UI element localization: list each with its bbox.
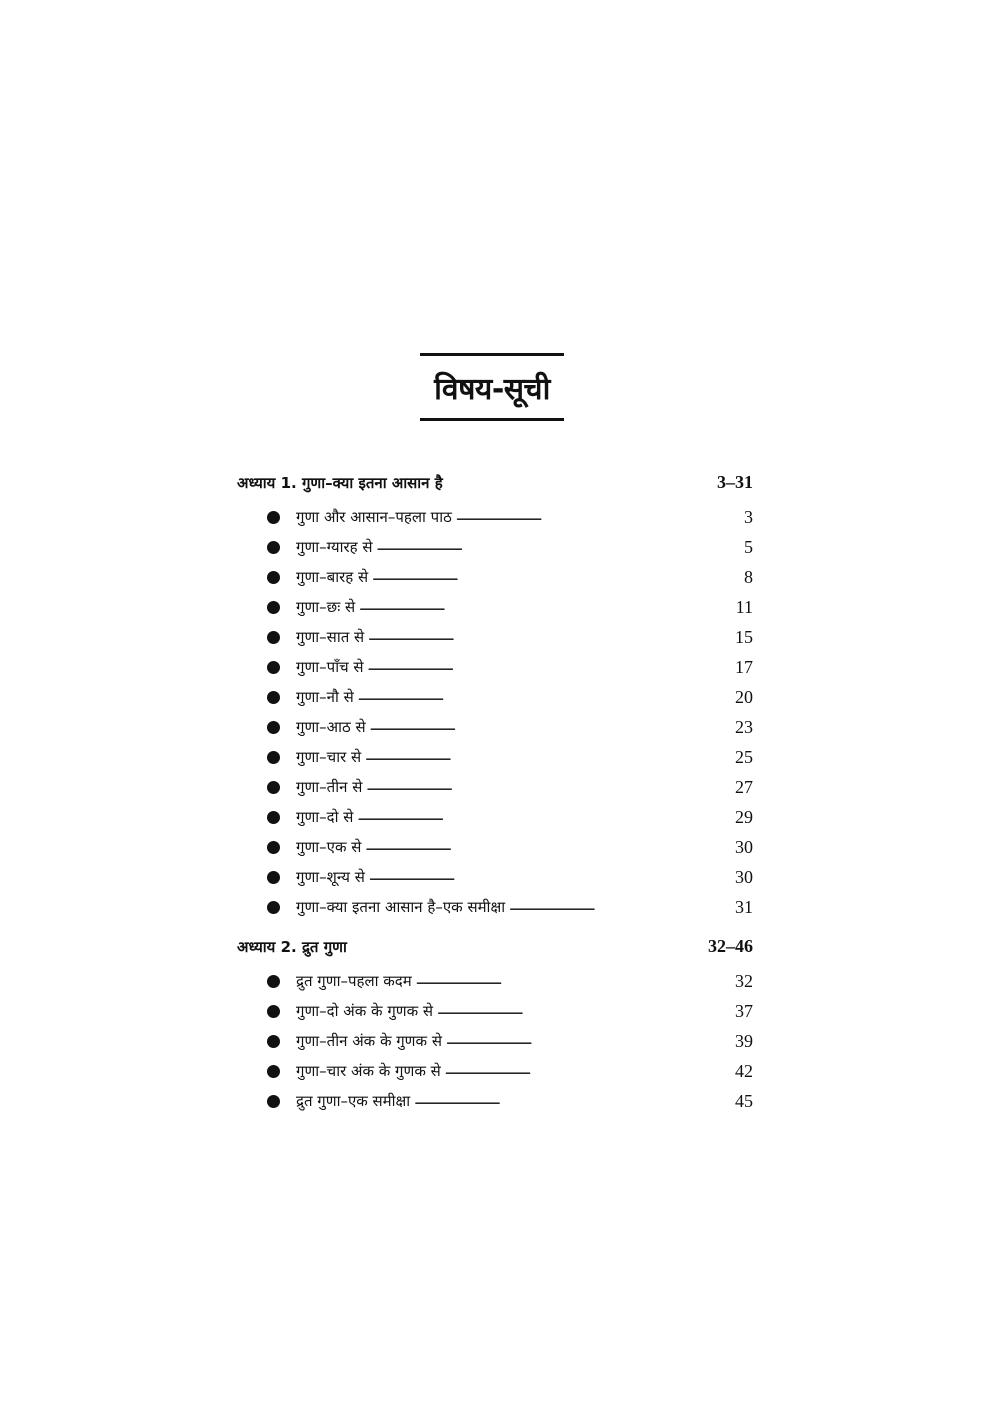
bullet-icon bbox=[267, 901, 280, 914]
dot-leader bbox=[368, 628, 727, 646]
table-of-contents bbox=[237, 472, 753, 1116]
chapter-heading-row bbox=[237, 472, 753, 502]
entry-label: गुणा–एक से bbox=[296, 838, 362, 856]
entry-label: गुणा–आठ से bbox=[296, 718, 366, 736]
bullet-icon bbox=[267, 1005, 280, 1018]
bullet-icon bbox=[267, 1095, 280, 1108]
dot-leader bbox=[456, 508, 727, 526]
entry-page-number: 45 bbox=[735, 1090, 753, 1111]
chapter-title: अध्याय 2. द्रुत गुणा bbox=[237, 938, 347, 956]
entry-label: गुणा–सात से bbox=[296, 628, 365, 646]
entry-page-number: 23 bbox=[735, 716, 753, 737]
entry-page-number: 8 bbox=[744, 566, 753, 587]
toc-entry[interactable] bbox=[237, 832, 753, 862]
entry-label: गुणा–नौ से bbox=[296, 688, 354, 706]
entry-page-number: 39 bbox=[735, 1030, 753, 1051]
bullet-icon bbox=[267, 601, 280, 614]
toc-entry[interactable] bbox=[237, 996, 753, 1026]
bullet-icon bbox=[267, 631, 280, 644]
dot-leader bbox=[437, 1002, 727, 1020]
bullet-icon bbox=[267, 781, 280, 794]
toc-entry[interactable] bbox=[237, 652, 753, 682]
toc-entry[interactable] bbox=[237, 682, 753, 712]
chapter-entries bbox=[237, 502, 753, 922]
toc-entry[interactable] bbox=[237, 1056, 753, 1086]
dot-leader bbox=[414, 1092, 727, 1110]
entry-page-number: 3 bbox=[744, 506, 753, 527]
bullet-icon bbox=[267, 975, 280, 988]
entry-label: गुणा–तीन अंक के गुणक से bbox=[296, 1032, 442, 1050]
toc-entry[interactable] bbox=[237, 532, 753, 562]
chapter-page-range: 3–31 bbox=[717, 472, 753, 492]
bullet-icon bbox=[267, 541, 280, 554]
entry-label: गुणा–दो अंक के गुणक से bbox=[296, 1002, 434, 1020]
entry-page-number: 5 bbox=[744, 536, 753, 557]
dot-leader bbox=[446, 1032, 727, 1050]
toc-entry[interactable] bbox=[237, 966, 753, 996]
entry-page-number: 31 bbox=[735, 896, 753, 917]
chapter-page-range: 32–46 bbox=[708, 936, 753, 956]
toc-entry[interactable] bbox=[237, 562, 753, 592]
entry-page-number: 15 bbox=[735, 626, 753, 647]
toc-entry[interactable] bbox=[237, 502, 753, 532]
bullet-icon bbox=[267, 691, 280, 704]
entry-page-number: 17 bbox=[735, 656, 753, 677]
entry-label: गुणा–पाँच से bbox=[296, 658, 364, 676]
chapter-heading-row bbox=[237, 936, 753, 966]
bullet-icon bbox=[267, 751, 280, 764]
toc-entry[interactable] bbox=[237, 1086, 753, 1116]
page-title: विषय-सूची bbox=[434, 371, 550, 407]
bullet-icon bbox=[267, 721, 280, 734]
bullet-icon bbox=[267, 871, 280, 884]
entry-page-number: 30 bbox=[735, 866, 753, 887]
dot-leader bbox=[376, 538, 727, 556]
dot-leader bbox=[368, 658, 727, 676]
entry-label: गुणा–बारह से bbox=[296, 568, 369, 586]
dot-leader bbox=[416, 972, 727, 990]
dot-leader bbox=[370, 718, 727, 736]
dot-leader bbox=[357, 808, 727, 826]
entry-label: गुणा–दो से bbox=[296, 808, 354, 826]
entry-page-number: 42 bbox=[735, 1060, 753, 1081]
entry-label: गुणा–छः से bbox=[296, 598, 356, 616]
bullet-icon bbox=[267, 1035, 280, 1048]
dot-leader bbox=[358, 688, 727, 706]
entry-page-number: 25 bbox=[735, 746, 753, 767]
toc-entry[interactable] bbox=[237, 712, 753, 742]
entry-label: द्रुत गुणा–एक समीक्षा bbox=[296, 1092, 411, 1110]
entry-label: गुणा–ग्यारह से bbox=[296, 538, 373, 556]
entry-page-number: 27 bbox=[735, 776, 753, 797]
toc-entry[interactable] bbox=[237, 862, 753, 892]
toc-entry[interactable] bbox=[237, 892, 753, 922]
entry-label: गुणा–तीन से bbox=[296, 778, 363, 796]
entry-label: गुणा–शून्य से bbox=[296, 868, 365, 886]
dot-leader bbox=[365, 838, 727, 856]
entry-page-number: 20 bbox=[735, 686, 753, 707]
toc-entry[interactable] bbox=[237, 592, 753, 622]
entry-page-number: 11 bbox=[735, 596, 753, 617]
entry-page-number: 30 bbox=[735, 836, 753, 857]
bullet-icon bbox=[267, 511, 280, 524]
toc-entry[interactable] bbox=[237, 622, 753, 652]
entry-label: गुणा और आसान–पहला पाठ bbox=[296, 508, 452, 526]
bullet-icon bbox=[267, 811, 280, 824]
chapter-1 bbox=[237, 472, 753, 922]
title-box bbox=[420, 353, 564, 421]
dot-leader bbox=[372, 568, 727, 586]
dot-leader bbox=[509, 898, 727, 916]
entry-label: गुणा–चार से bbox=[296, 748, 362, 766]
bullet-icon bbox=[267, 661, 280, 674]
entry-page-number: 29 bbox=[735, 806, 753, 827]
toc-entry[interactable] bbox=[237, 772, 753, 802]
dot-leader bbox=[365, 748, 727, 766]
entry-label: द्रुत गुणा–पहला कदम bbox=[296, 972, 412, 990]
entry-label: गुणा–क्या इतना आसान है–एक समीक्षा bbox=[296, 898, 506, 916]
dot-leader bbox=[369, 868, 727, 886]
entry-page-number: 32 bbox=[735, 970, 753, 991]
toc-entry[interactable] bbox=[237, 742, 753, 772]
dot-leader bbox=[359, 598, 727, 616]
entry-label: गुणा–चार अंक के गुणक से bbox=[296, 1062, 441, 1080]
toc-entry[interactable] bbox=[237, 802, 753, 832]
chapter-entries bbox=[237, 966, 753, 1116]
dot-leader bbox=[445, 1062, 727, 1080]
toc-entry[interactable] bbox=[237, 1026, 753, 1056]
bullet-icon bbox=[267, 841, 280, 854]
chapter-2 bbox=[237, 936, 753, 1116]
bullet-icon bbox=[267, 571, 280, 584]
dot-leader bbox=[366, 778, 727, 796]
entry-page-number: 37 bbox=[735, 1000, 753, 1021]
bullet-icon bbox=[267, 1065, 280, 1078]
chapter-title: अध्याय 1. गुणा–क्या इतना आसान है bbox=[237, 474, 443, 492]
